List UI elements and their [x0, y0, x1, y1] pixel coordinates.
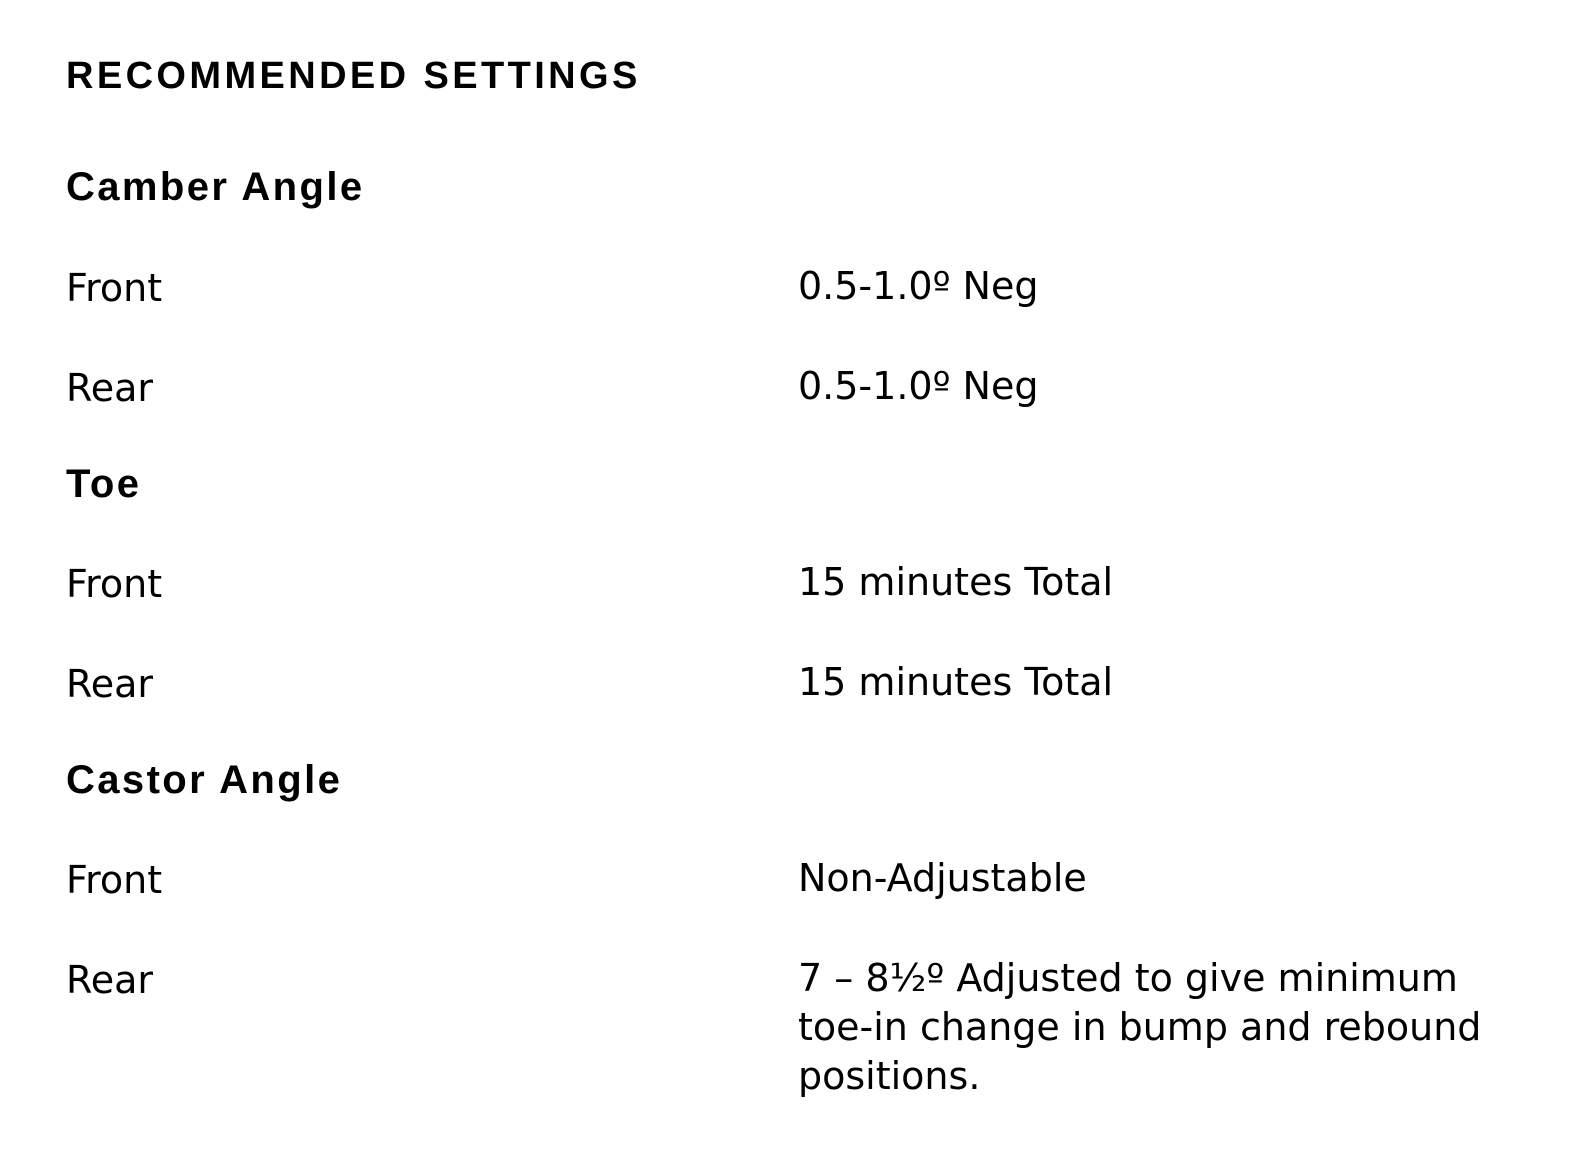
camber-rear-value: 0.5-1.0º Neg	[798, 364, 1039, 408]
section-heading-castor-angle: Castor Angle	[66, 758, 343, 802]
section-heading-camber-angle: Camber Angle	[66, 165, 365, 209]
camber-front-label: Front	[66, 266, 163, 310]
castor-rear-value: 7 – 8½º Adjusted to give minimum toe-in change in bump and rebound positions.	[798, 956, 1482, 1098]
toe-rear-label: Rear	[66, 662, 153, 706]
toe-front-label: Front	[66, 562, 163, 606]
toe-rear-value: 15 minutes Total	[798, 660, 1114, 704]
camber-front-value: 0.5-1.0º Neg	[798, 264, 1039, 308]
castor-rear-label: Rear	[66, 958, 153, 1002]
section-heading-toe: Toe	[66, 462, 142, 506]
toe-front-value: 15 minutes Total	[798, 560, 1114, 604]
camber-rear-label: Rear	[66, 366, 153, 410]
castor-front-value: Non-Adjustable	[798, 856, 1087, 900]
document-title: RECOMMENDED SETTINGS	[66, 55, 641, 97]
castor-front-label: Front	[66, 858, 163, 902]
